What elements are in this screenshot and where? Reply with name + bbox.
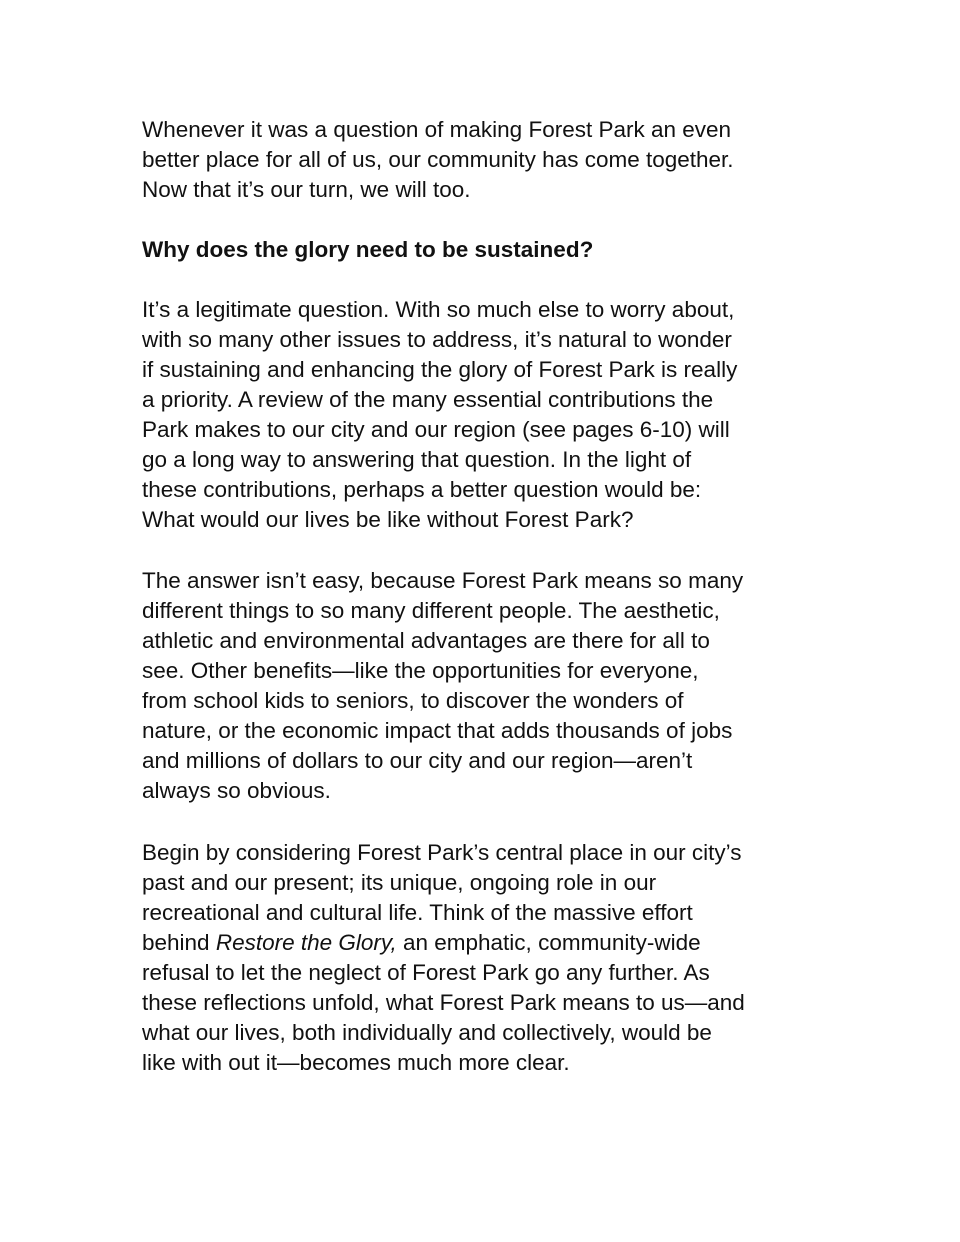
paragraph-1-line: Whenever it was a question of making Forest Park an even bbox=[142, 117, 732, 142]
paragraph-2-line: if sustaining and enhancing the glory of Forest Park is really bbox=[142, 357, 738, 382]
paragraph-2-line: with so many other issues to address, it’s natural to wonder bbox=[142, 327, 732, 352]
paragraph-2-line: a priority. A review of the many essential contributions the bbox=[142, 387, 714, 412]
paragraph-3-line: athletic and environmental advantages are there for all to bbox=[142, 628, 710, 653]
paragraph-4-line: like with out it—becomes much more clear. bbox=[142, 1050, 570, 1075]
paragraph-1-line: Now that it’s our turn, we will too. bbox=[142, 177, 471, 202]
italic-title: Restore the Glory, bbox=[215, 930, 397, 955]
paragraph-3-line: from school kids to seniors, to discover the wonders of bbox=[142, 688, 684, 713]
paragraph-4-line: refusal to let the neglect of Forest Park go any further. As bbox=[142, 960, 710, 985]
paragraph-4-line: past and our present; its unique, ongoing role in our bbox=[142, 870, 657, 895]
paragraph-4-line: what our lives, both individually and collectively, would be bbox=[142, 1020, 712, 1045]
paragraph-4-line: recreational and cultural life. Think of the massive effort bbox=[142, 900, 693, 925]
paragraph-3 bbox=[142, 566, 842, 806]
paragraph-4 bbox=[142, 838, 842, 1078]
paragraph-2-line: these contributions, perhaps a better question would be: bbox=[142, 477, 702, 502]
paragraph-2-line: go a long way to answering that question. In the light of bbox=[142, 447, 692, 472]
paragraph-1-line: better place for all of us, our community has come together. bbox=[142, 147, 734, 172]
paragraph-2-line: Park makes to our city and our region (see pages 6-10) will bbox=[142, 417, 730, 442]
paragraph-3-line: see. Other benefits—like the opportunities for everyone, bbox=[142, 658, 699, 683]
section-heading-text: Why does the glory need to be sustained? bbox=[142, 237, 594, 262]
paragraph-4-line: these reflections unfold, what Forest Park means to us—and bbox=[142, 990, 745, 1015]
paragraph-3-line: and millions of dollars to our city and our region—aren’t bbox=[142, 748, 693, 773]
paragraph-3-line: The answer isn’t easy, because Forest Park means so many bbox=[142, 568, 744, 593]
paragraph-4-line: Begin by considering Forest Park’s central place in our city’s bbox=[142, 840, 742, 865]
line-prefix: behind bbox=[142, 930, 216, 955]
paragraph-3-line: different things to so many different people. The aesthetic, bbox=[142, 598, 720, 623]
paragraph-3-line: nature, or the economic impact that adds thousands of jobs bbox=[142, 718, 733, 743]
paragraph-3-line: always so obvious. bbox=[142, 778, 331, 803]
line-suffix: an emphatic, community-wide bbox=[396, 930, 701, 955]
paragraph-2-line: What would our lives be like without Forest Park? bbox=[142, 507, 634, 532]
paragraph-4-line-with-italic bbox=[142, 928, 842, 958]
section-heading bbox=[142, 235, 842, 265]
paragraph-2 bbox=[142, 295, 842, 535]
paragraph-1 bbox=[142, 115, 842, 205]
paragraph-2-line: It’s a legitimate question. With so much else to worry about, bbox=[142, 297, 735, 322]
